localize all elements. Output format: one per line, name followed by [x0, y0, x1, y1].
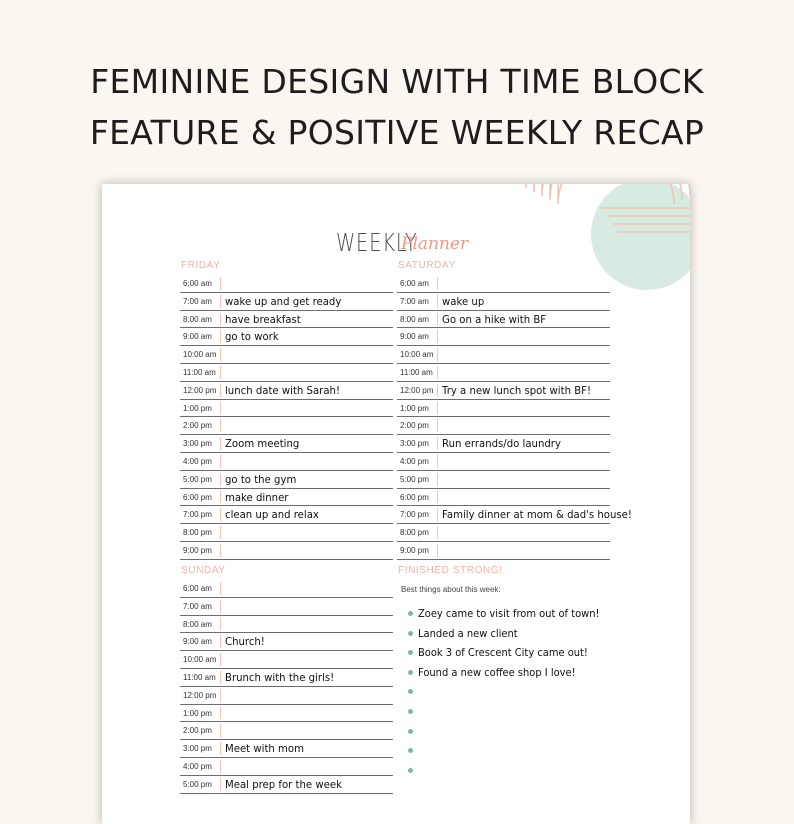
time-slot-note: Family dinner at mom & dad's house!	[442, 508, 632, 522]
time-label: 5:00 pm	[183, 779, 212, 789]
time-slot-note: Go on a hike with BF	[442, 312, 547, 326]
time-divider	[437, 491, 438, 504]
time-label: 10:00 am	[400, 350, 434, 360]
time-divider	[220, 689, 221, 702]
time-slot-row	[397, 293, 610, 311]
time-divider	[220, 366, 221, 379]
time-divider	[220, 455, 221, 468]
time-slot-row	[180, 453, 393, 471]
recap-item	[408, 764, 620, 784]
headline-line-1: FEMININE DESIGN WITH TIME BLOCK	[90, 62, 704, 101]
time-slot-note: Meet with mom	[225, 742, 304, 756]
recap-item-text: Landed a new client	[418, 626, 518, 640]
time-slot-note: make dinner	[225, 490, 289, 504]
time-divider	[437, 419, 438, 432]
time-divider	[220, 526, 221, 539]
recap-item	[408, 744, 620, 764]
time-label: 5:00 pm	[183, 474, 212, 484]
recap-prompt: Best things about this week:	[401, 585, 501, 594]
time-divider	[437, 277, 438, 290]
time-label: 4:00 pm	[400, 456, 429, 466]
time-slot-row	[180, 311, 393, 329]
time-divider	[220, 724, 221, 737]
time-slot-note: wake up and get ready	[225, 294, 342, 308]
time-slot-row	[397, 435, 610, 453]
time-divider	[220, 473, 221, 486]
recap-item-text: Found a new coffee shop I love!	[418, 665, 576, 679]
time-divider	[220, 508, 221, 521]
time-slot-row	[180, 524, 393, 542]
time-label: 4:00 pm	[183, 456, 212, 466]
time-slot-note: have breakfast	[225, 312, 301, 326]
time-slot-row	[180, 364, 393, 382]
time-slot-row	[397, 364, 610, 382]
friday-label: FRIDAY	[181, 260, 221, 271]
time-divider	[220, 402, 221, 415]
bullet-dot-icon	[408, 768, 413, 773]
time-divider	[437, 455, 438, 468]
bullet-dot-icon	[408, 748, 413, 753]
time-label: 8:00 pm	[400, 528, 429, 538]
recap-list	[408, 607, 620, 783]
time-divider	[220, 330, 221, 343]
recap-item	[408, 725, 620, 745]
time-divider	[220, 582, 221, 595]
time-label: 6:00 am	[400, 279, 429, 288]
time-divider	[220, 760, 221, 773]
time-label: 9:00 am	[183, 637, 212, 647]
recap-item	[408, 646, 620, 666]
recap-label: FINISHED STRONG!	[398, 565, 503, 576]
time-slot-row	[180, 506, 393, 524]
planner-title-script: Planner	[401, 234, 469, 254]
time-slot-note: Brunch with the girls!	[225, 670, 335, 684]
time-divider	[220, 742, 221, 755]
time-divider	[220, 348, 221, 361]
time-label: 12:00 pm	[400, 385, 434, 395]
time-label: 12:00 pm	[183, 385, 217, 395]
time-divider	[220, 544, 221, 557]
time-slot-note: Try a new lunch spot with BF!	[442, 383, 592, 397]
time-slot-row	[180, 417, 393, 435]
friday-schedule	[180, 275, 393, 560]
time-slot-row	[180, 400, 393, 418]
time-slot-row	[180, 328, 393, 346]
time-slot-row	[397, 328, 610, 346]
sunday-schedule	[180, 580, 393, 794]
time-divider	[220, 295, 221, 308]
time-slot-note: Meal prep for the week	[225, 777, 342, 791]
time-label: 9:00 pm	[183, 545, 212, 555]
time-slot-row	[180, 471, 393, 489]
time-label: 1:00 pm	[183, 403, 212, 413]
time-slot-row	[180, 722, 393, 740]
time-slot-row	[397, 453, 610, 471]
time-divider	[220, 618, 221, 631]
time-slot-row	[180, 435, 393, 453]
time-divider	[437, 348, 438, 361]
time-slot-row	[180, 758, 393, 776]
time-label: 2:00 pm	[183, 726, 212, 736]
time-slot-row	[180, 651, 393, 669]
bullet-dot-icon	[408, 650, 413, 655]
time-divider	[437, 544, 438, 557]
time-divider	[437, 313, 438, 326]
time-label: 9:00 pm	[400, 545, 429, 555]
bullet-dot-icon	[408, 729, 413, 734]
time-slot-row	[397, 382, 610, 400]
time-slot-note: clean up and relax	[225, 508, 319, 522]
time-label: 8:00 am	[183, 619, 212, 629]
time-slot-row	[180, 382, 393, 400]
bullet-dot-icon	[408, 670, 413, 675]
recap-item	[408, 607, 620, 627]
time-divider	[220, 653, 221, 666]
time-divider	[437, 473, 438, 486]
time-label: 7:00 am	[183, 601, 212, 611]
time-slot-note: Church!	[225, 635, 265, 649]
bullet-dot-icon	[408, 631, 413, 636]
recap-item	[408, 666, 620, 686]
time-slot-row	[180, 275, 393, 293]
time-label: 8:00 am	[400, 314, 429, 324]
headline-line-2: FEATURE & POSITIVE WEEKLY RECAP	[89, 113, 705, 152]
planner-title-main: WEEKLY	[336, 228, 418, 257]
time-slot-row	[180, 598, 393, 616]
time-label: 8:00 am	[183, 314, 212, 324]
time-slot-note: go to work	[225, 330, 279, 344]
time-slot-row	[397, 542, 610, 560]
time-label: 3:00 pm	[400, 439, 429, 449]
time-slot-row	[180, 776, 393, 794]
time-slot-row	[180, 346, 393, 364]
time-slot-row	[180, 293, 393, 311]
time-divider	[437, 295, 438, 308]
time-label: 11:00 am	[183, 672, 216, 682]
time-label: 9:00 am	[400, 332, 429, 342]
time-divider	[437, 384, 438, 397]
time-divider	[220, 384, 221, 397]
time-label: 7:00 am	[400, 296, 429, 306]
time-label: 4:00 pm	[183, 761, 212, 771]
time-label: 11:00 am	[400, 367, 433, 377]
sunday-label: SUNDAY	[181, 565, 226, 576]
time-divider	[437, 330, 438, 343]
time-slot-note: lunch date with Sarah!	[225, 383, 341, 397]
time-divider	[220, 671, 221, 684]
saturday-schedule	[397, 275, 632, 560]
time-slot-row	[180, 542, 393, 560]
time-slot-note: wake up	[442, 294, 485, 308]
time-divider	[220, 600, 221, 613]
time-divider	[220, 313, 221, 326]
time-divider	[220, 419, 221, 432]
time-label: 3:00 pm	[183, 439, 212, 449]
time-slot-row	[397, 346, 610, 364]
recap-item	[408, 627, 620, 647]
time-label: 7:00 am	[183, 296, 212, 306]
time-divider	[437, 402, 438, 415]
time-slot-row	[397, 506, 632, 524]
time-slot-row	[180, 489, 393, 507]
time-label: 2:00 pm	[183, 421, 212, 431]
time-label: 6:00 pm	[400, 492, 429, 502]
time-slot-row	[180, 687, 393, 705]
saturday-label: SATURDAY	[398, 260, 456, 271]
time-label: 5:00 pm	[400, 474, 429, 484]
bullet-dot-icon	[408, 709, 413, 714]
time-label: 9:00 am	[183, 332, 212, 342]
time-label: 7:00 pm	[183, 510, 212, 520]
time-slot-note: go to the gym	[225, 472, 297, 486]
time-label: 2:00 pm	[400, 421, 429, 431]
time-divider	[437, 366, 438, 379]
time-slot-row	[397, 471, 610, 489]
time-divider	[437, 437, 438, 450]
time-label: 8:00 pm	[183, 528, 212, 538]
recap-item	[408, 705, 620, 725]
time-label: 3:00 pm	[183, 744, 212, 754]
time-label: 11:00 am	[183, 367, 216, 377]
time-slot-row	[180, 633, 393, 651]
time-label: 10:00 am	[183, 350, 217, 360]
time-slot-row	[397, 311, 610, 329]
time-slot-row	[397, 489, 610, 507]
bullet-dot-icon	[408, 611, 413, 616]
time-divider	[220, 491, 221, 504]
time-label: 10:00 am	[183, 655, 217, 665]
time-label: 6:00 am	[183, 279, 212, 288]
time-divider	[437, 508, 438, 521]
time-label: 1:00 pm	[183, 708, 212, 718]
bullet-dot-icon	[408, 689, 413, 694]
time-slot-note: Run errands/do laundry	[442, 437, 561, 451]
planner-sheet	[102, 184, 690, 824]
recap-item-text: Zoey came to visit from out of town!	[418, 607, 600, 620]
time-slot-row	[180, 580, 393, 598]
time-divider	[220, 635, 221, 648]
time-label: 6:00 am	[183, 584, 212, 593]
time-slot-row	[397, 275, 610, 293]
time-divider	[220, 277, 221, 290]
time-label: 7:00 pm	[400, 510, 429, 520]
time-label: 12:00 pm	[183, 690, 217, 700]
time-slot-row	[180, 669, 393, 687]
time-label: 6:00 pm	[183, 492, 212, 502]
time-divider	[437, 526, 438, 539]
time-slot-row	[397, 524, 610, 542]
time-label: 1:00 pm	[400, 403, 429, 413]
time-slot-row	[397, 400, 610, 418]
headline	[0, 56, 794, 158]
time-slot-row	[180, 705, 393, 723]
recap-item	[408, 685, 620, 705]
time-slot-row	[180, 740, 393, 758]
time-slot-row	[180, 616, 393, 634]
time-slot-note: Zoom meeting	[225, 437, 300, 451]
time-slot-row	[397, 417, 610, 435]
recap-item-text: Book 3 of Crescent City came out!	[418, 646, 588, 660]
time-divider	[220, 437, 221, 450]
time-divider	[220, 778, 221, 791]
time-divider	[220, 707, 221, 720]
